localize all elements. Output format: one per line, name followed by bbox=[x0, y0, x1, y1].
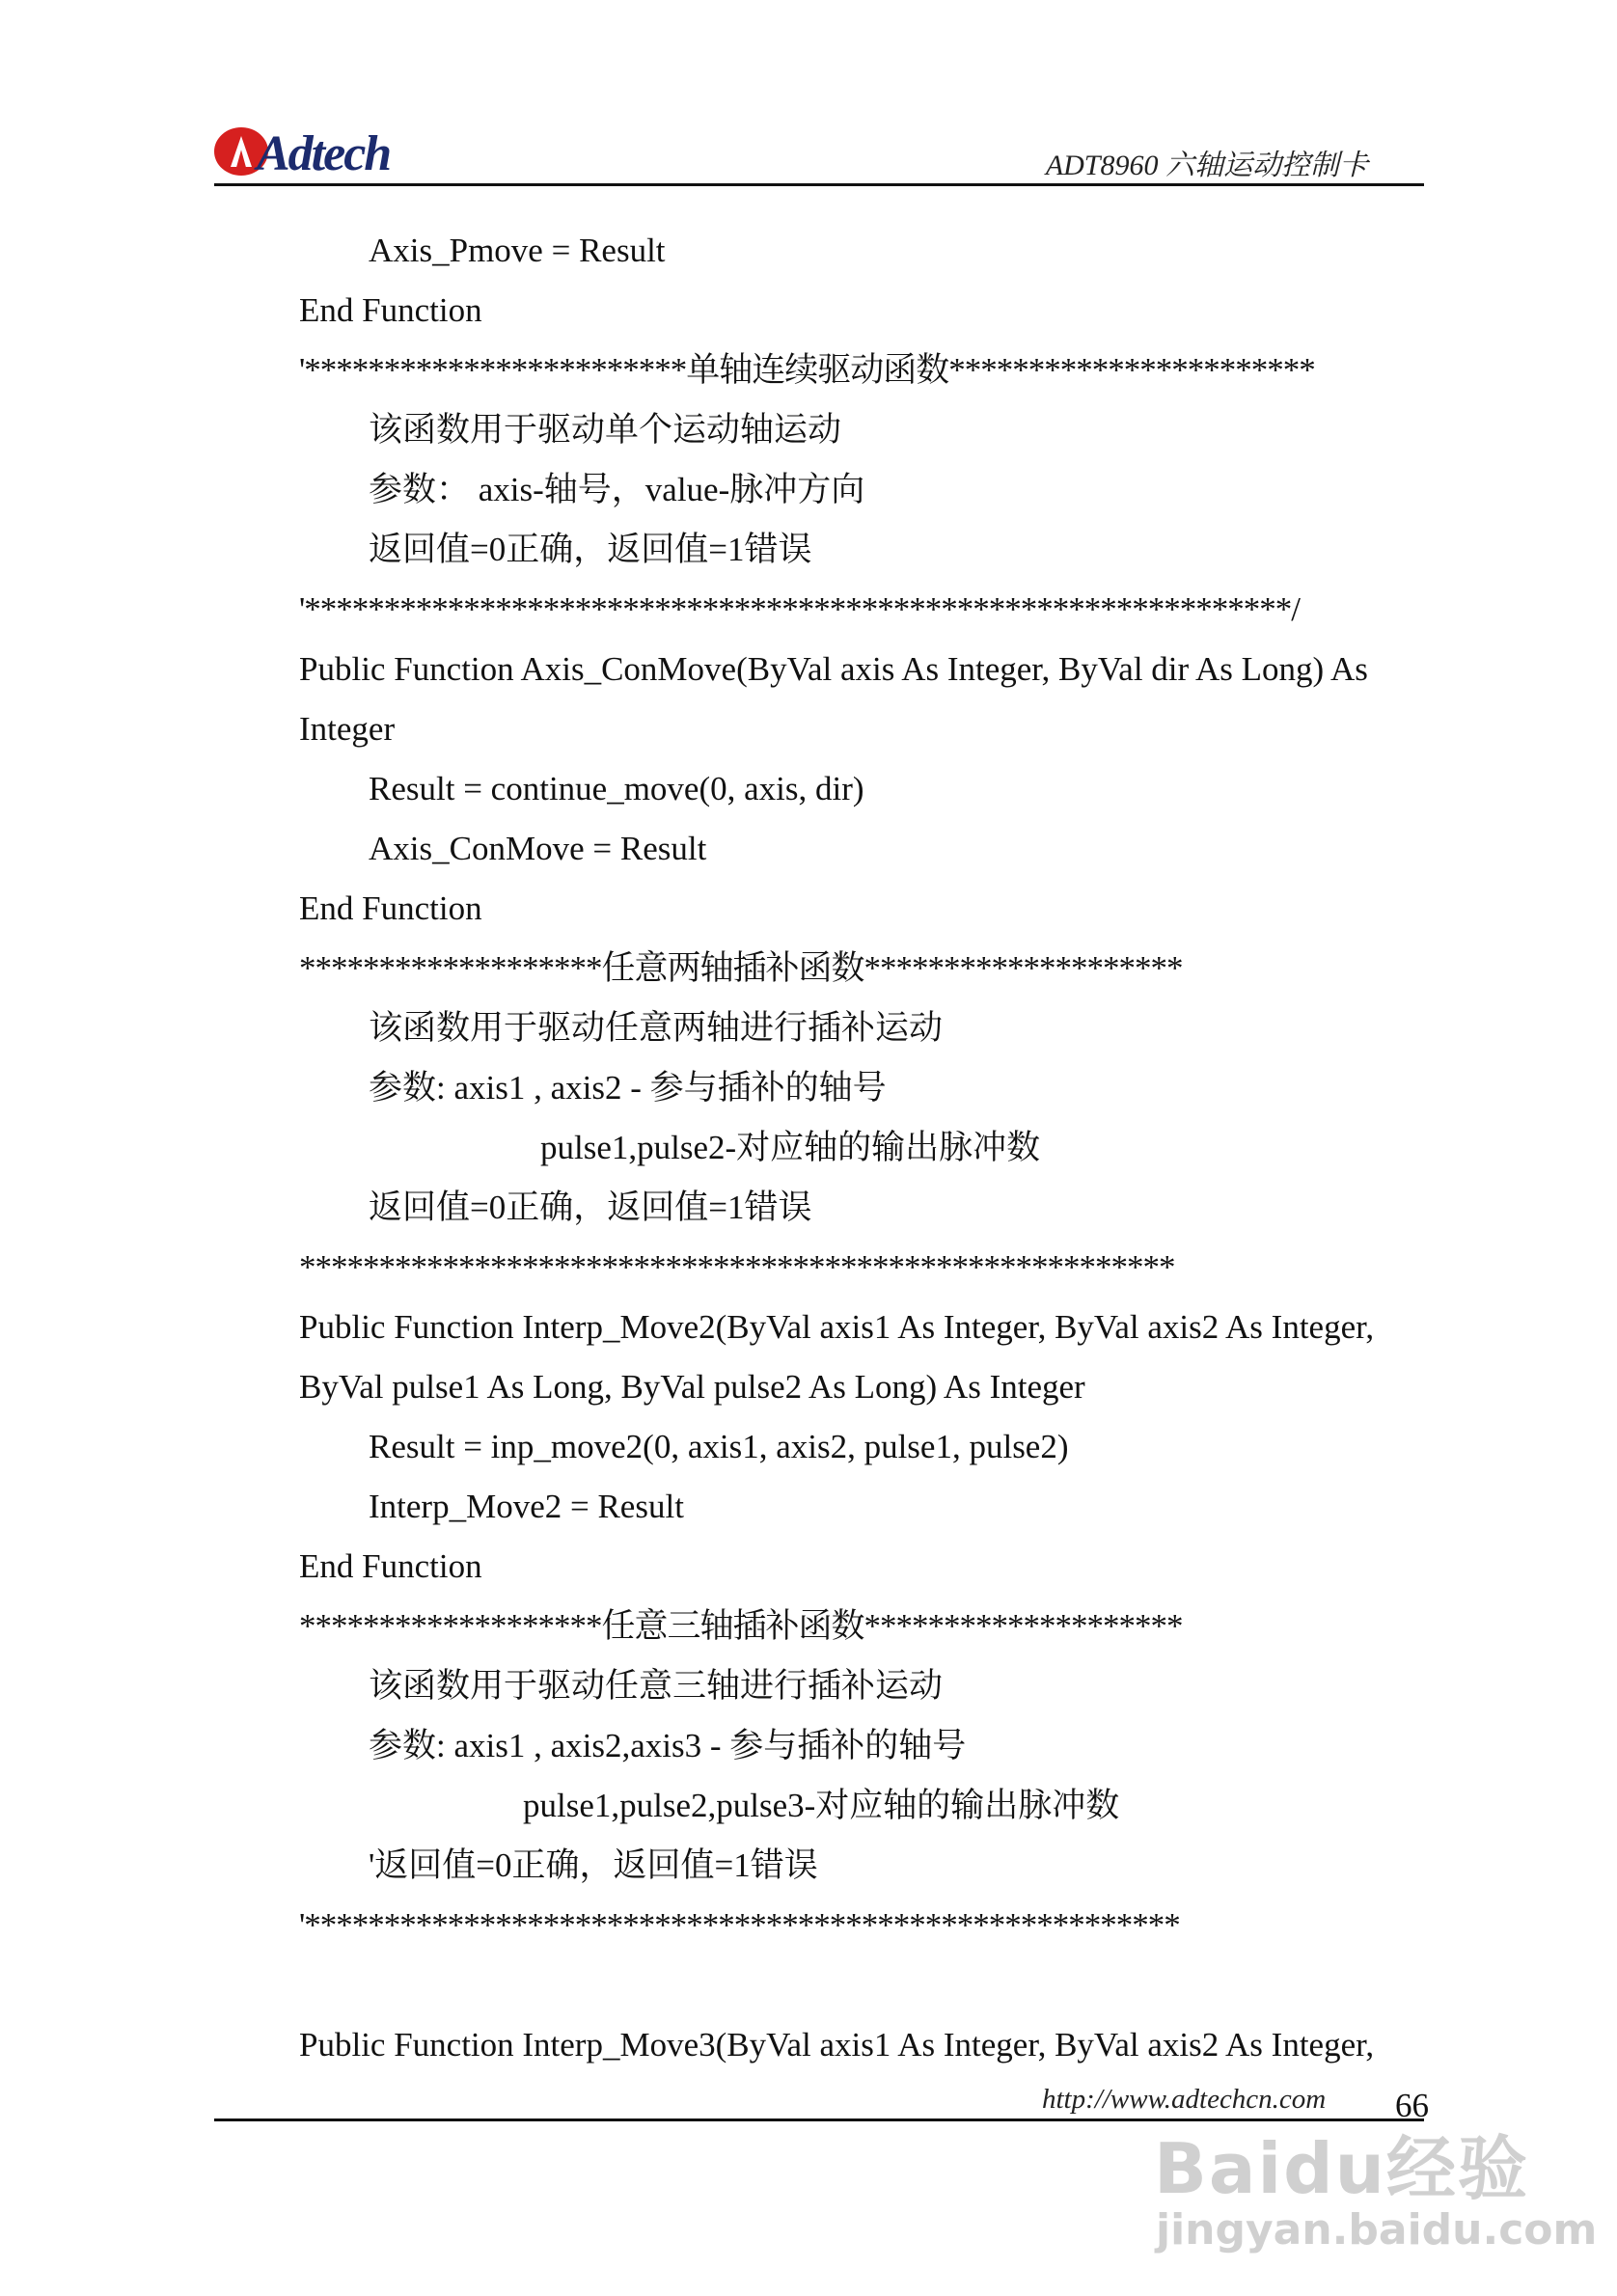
comment-line: 返回值=0正确，返回值=1错误 bbox=[369, 1189, 812, 1226]
comment-banner: *******************任意三轴插补函数******************** bbox=[299, 1607, 1183, 1645]
code-line: Public Function Axis_ConMove(ByVal axis As Integer, ByVal dir As Long) As bbox=[299, 650, 1368, 688]
comment-banner: '************************单轴连续驱动函数*********************** bbox=[299, 351, 1315, 389]
code-line: Integer bbox=[299, 710, 396, 748]
code-line: End Function bbox=[299, 1547, 482, 1585]
code-line: Result = inp_move2(0, axis1, axis2, pulse1, pulse2) bbox=[369, 1428, 1069, 1465]
footer-url: http://www.adtechcn.com bbox=[1042, 2084, 1327, 2115]
code-line: Axis_Pmove = Result bbox=[369, 232, 666, 269]
adtech-logo-text: Adtech bbox=[257, 126, 391, 181]
code-line: End Function bbox=[299, 889, 482, 927]
header-title: ADT8960 六轴运动控制卡 bbox=[1045, 150, 1368, 181]
comment-line: pulse1,pulse2-对应轴的输出脉冲数 bbox=[540, 1129, 1041, 1166]
code-line: Public Function Interp_Move3(ByVal axis1 As Integer, ByVal axis2 As Integer, bbox=[299, 2026, 1375, 2064]
code-line: ByVal pulse1 As Long, ByVal pulse2 As Long) As Integer bbox=[299, 1368, 1085, 1406]
comment-line: 返回值=0正确，返回值=1错误 bbox=[369, 531, 812, 568]
comment-line: pulse1,pulse2,pulse3-对应轴的输出脉冲数 bbox=[523, 1787, 1120, 1824]
comment-line: 参数: axis1 , axis2,axis3 - 参与插补的轴号 bbox=[369, 1727, 967, 1764]
code-line: Axis_ConMove = Result bbox=[369, 830, 707, 867]
comment-line: 该函数用于驱动单个运动轴运动 bbox=[369, 411, 842, 449]
comment-line: 参数: axis1 , axis2 - 参与插补的轴号 bbox=[369, 1069, 887, 1107]
comment-banner: '**************************************************************/ bbox=[299, 590, 1301, 628]
comment-line: 参数： axis-轴号，value-脉冲方向 bbox=[369, 471, 865, 508]
code-line: Interp_Move2 = Result bbox=[369, 1488, 684, 1525]
comment-banner: '******************************************************* bbox=[299, 1906, 1180, 1944]
comment-line: '返回值=0正确，返回值=1错误 bbox=[369, 1846, 818, 1884]
page-number: 66 bbox=[1395, 2087, 1429, 2124]
code-line: End Function bbox=[299, 291, 482, 329]
watermark-brand: Baidu经验 bbox=[1154, 2128, 1529, 2209]
comment-banner: *******************任意两轴插补函数******************** bbox=[299, 949, 1183, 987]
watermark-site: jingyan.baidu.com bbox=[1156, 2205, 1598, 2255]
comment-banner: ******************************************************* bbox=[299, 1248, 1175, 1286]
code-line: Public Function Interp_Move2(ByVal axis1 As Integer, ByVal axis2 As Integer, bbox=[299, 1308, 1375, 1346]
baidu-jingyan-watermark bbox=[1154, 2113, 1598, 2267]
comment-line: 该函数用于驱动任意三轴进行插补运动 bbox=[369, 1667, 944, 1705]
comment-line: 该函数用于驱动任意两轴进行插补运动 bbox=[369, 1009, 944, 1047]
code-line: Result = continue_move(0, axis, dir) bbox=[369, 770, 864, 807]
